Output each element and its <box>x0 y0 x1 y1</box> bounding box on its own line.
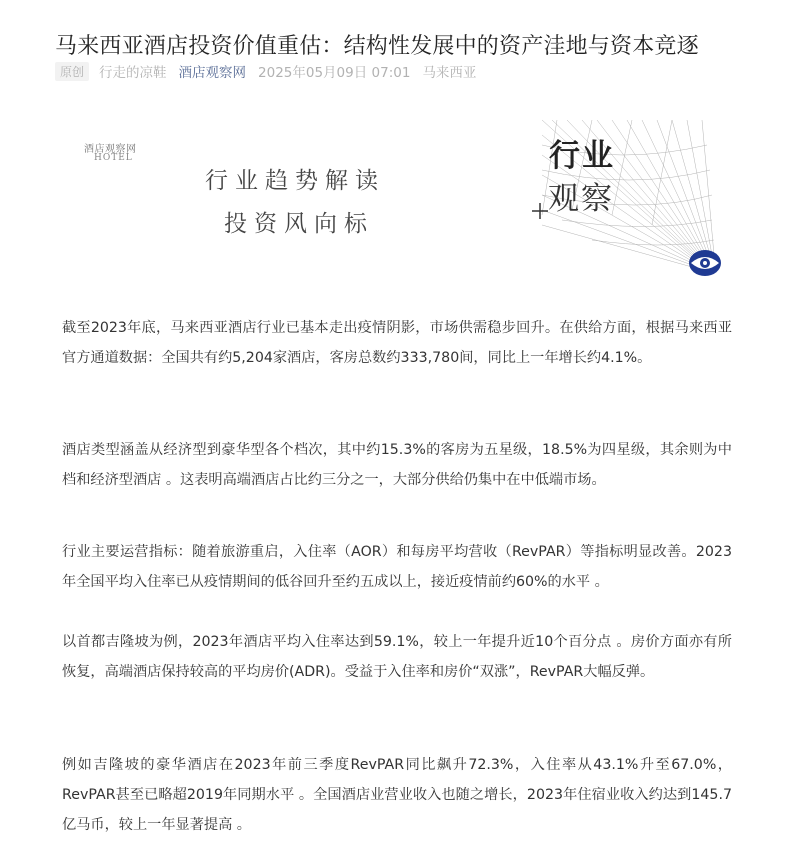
eye-icon <box>689 250 721 276</box>
banner-tagline-1: 行业趋势解读 <box>205 168 385 194</box>
author-name: 行走的凉鞋 <box>99 65 167 81</box>
article-paragraph: 酒店类型涵盖从经济型到豪华型各个档次，其中约15.3%的客房为五星级，18.5%为四星级，其余则为中档和经济型酒店 。这表明高端酒店占比约三分之一，大部分供给仍集中在中低端市场。 <box>62 442 732 488</box>
banner-badge-line-2: 观察 <box>548 181 614 217</box>
article-paragraph: 以首都吉隆坡为例，2023年酒店平均入住率达到59.1%，较上一年提升近10个百分点 。房价方面亦有所恢复，高端酒店保持较高的平均房价(ADR)。受益于入住率和房价“双涨”，RevPAR大幅反弹。 <box>62 634 732 680</box>
publish-time: 2025年05月09日 07:01 <box>258 65 411 81</box>
header-banner-image <box>62 115 730 290</box>
article-meta <box>55 60 476 82</box>
article-title: 马来西亚酒店投资价值重估：结构性发展中的资产洼地与资本竞逐 <box>55 33 699 59</box>
banner-logo-subtext: HOTEL <box>94 153 133 163</box>
original-tag: 原创 <box>55 62 89 81</box>
article-paragraph: 行业主要运营指标：随着旅游重启，入住率（AOR）和每房平均营收（RevPAR）等指标明显改善。2023年全国平均入住率已从疫情期间的低谷回升至约五成以上，接近疫情前约60%的水平 。 <box>62 544 732 590</box>
region-label: 马来西亚 <box>422 65 477 81</box>
banner-tagline-2: 投资风向标 <box>224 211 374 237</box>
banner-logo-text: 酒店观察网 <box>84 144 137 155</box>
article-paragraph: 截至2023年底，马来西亚酒店行业已基本走出疫情阴影，市场供需稳步回升。在供给方面，根据马来西亚官方通道数据：全国共有约5,204家酒店，客房总数约333,780间，同比上一年增长约4.1%。 <box>62 320 733 366</box>
article-paragraph: 例如吉隆坡的豪华酒店在2023年前三季度RevPAR同比飙升72.3%，入住率从43.1%升至67.0%，RevPAR甚至已略超2019年同期水平 。全国酒店业营业收入也随之增长，2023年住宿业收入约达到145.7亿马币，较上一年显著提高 。 <box>62 757 732 833</box>
account-link[interactable]: 酒店观察网 <box>178 65 247 81</box>
banner-badge-line-1: 行业 <box>549 138 615 174</box>
